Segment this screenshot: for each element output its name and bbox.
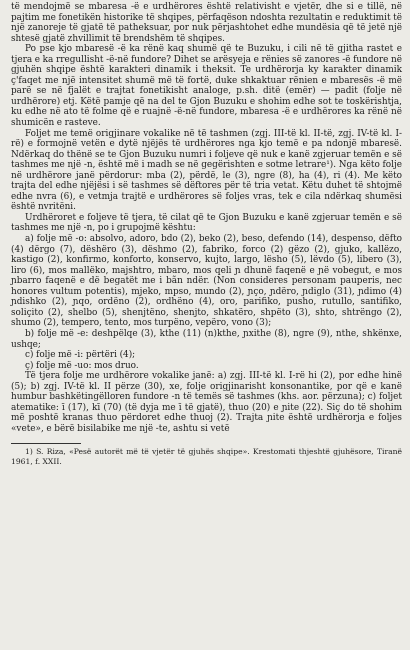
paragraph-intro: të mendojmë se mbaresa -ë e urdhërores është relativisht e vjetër, dhe si e tillë, në pajtim me fonetikën historike të shqipes, përfaqëson ndoshta rezultatin e reduktimit të një zanoreje të gjatë të patheksuar, por nuk përjashtohet edhe mundësia që të jetë një shtesë gjatë zhvillimit të brendshëm të shqipes.	[11, 2, 402, 44]
list-item-verbs-i: c) folje më -i: përtëri (4);	[25, 350, 136, 361]
paragraph-question: Po pse kjo mbaresë -ë ka rënë kaq shumë që te Buzuku, i cili në të gjitha rastet e tjera e ka rregullisht -ë-në fundore? Dihet se arësyeja e rënies së zanores -ë fundore në gjuhën shqipe është karakteri dinamik i theksit. Te urdhërorja ky karakter dinamik ç'faqet me një intensitet shumë më të fortë, duke shkaktuar rënien e mbaresës -ë më parë se në fjalët e trajtat fonetikisht analoge, p.sh. ditë (emër) — padit (folje në urdhërore) etj. Këtë pamje që na del te Gjon Buzuku e shohim edhe sot te toskërishtja, ku edhe në ato të folme që e ruajnë -ë-në fundore, mbaresa -ë e urdhërores ka rënë në shumicën e rasteve.	[11, 44, 402, 129]
footnote: 1) S. Riza, «Pesë autorët më të vjetër të gjuhës shqipe». Krestomati thjeshtë gjuhësore, Tiranë 1961, f. XXII.	[11, 447, 402, 467]
list-item-verbs-o: a) folje më -o: absolvo, adoro, bdo (2), beko (2), beso, defendo (14), despenso, dëfto (4) dërgo (7), dëshëro (3), dëshmo (2), fabriko, forco (2) gëzo (2), gjuko, kallëzo, kastigo (2), konfirmo, konforto, konservo, kujto, largo, lësho (5), lëvdo (5), libero (3), liro (6), mos mallëko, majshtro, mbaro, mos qeli ɲ dhunë faqenë e ɲë vobegut, e mos ɲbarro faqenë e dë begatët me i bãn ndër. (Non consideres personam pauperis, nec honores vultum potentis), mjeko, mpso, mundo (2), ɲço, ɲdëro, ɲdiglo (31), ɲdimo (4) ɲdishko (2), ɲqo, ordëno (2), ordhëno (4), oro, parifiko, pusho, rutullo, santifiko, soliçito (2), shelbo (5), shenjtëno, shenjto, shkatëro, shpëto (3), shto, shtrëngo (2), shumo (2), tempero, tento, mos turpëno, vepëro, vono (3);	[11, 234, 402, 329]
paragraph-grouping-intro: Urdhëroret e foljeve të tjera, të cilat që te Gjon Buzuku e kanë zgjeruar temën e së tashmes me një -n, po i grupojmë kështu:	[11, 212, 402, 234]
paragraph-other-verbs: Të tjera folje me urdhërore vokalike janë: a) zgj. III-të kl. I-rë hi (2), por edhe hinë (5); b) zgj. IV-të kl. II përze (30), xe, folje origjinarisht konsonantike, por që e kanë humbur bashkëtingëlloren fundore -n të temës së tashmes (khs. aor. përzuna); c) foljet atematike: ī (17), kī (70) (të dyja me ī të gjatë), thuo (20) e ɲite (22). Siç do të shohim më poshtë kranas thuo përdoret edhe thuoj (2). Trajta ɲite është urdhërorja e foljes «vete», e bërë bisilabike me një -te, ashtu si vetë	[11, 371, 402, 434]
footnote-divider	[11, 443, 81, 444]
paragraph-vocalic-verbs: Foljet me temë origjinare vokalike në të tashmen (zgj. III-të kl. II-të, zgj. IV-të kl. I-rë) e formojnë vetën e dytë njëjës të urdhërores nga kjo temë e pa ndonjë mbaresë. Ndërkaq do thënë se te Gjon Buzuku numri i foljeve që nuk e kanë zgjeruar temën e së tashmes me një -n, është më i madh se në gegërishten e sotme letrare¹). Nga këto folje në urdhërore janë përdorur: mba (2), përdë, le (3), ngre (8), ha (4), ri (4). Me këto trajta del edhe njëjësi i së tashmes së dëftores për të tria vetat. Këtu duhet të shtojmë edhe nvra (6), e vetmja trajtë e urdhërores së foljes vras, tek e cila ndërkaq shumësi është nvritëni.	[11, 128, 402, 213]
list-item-verbs-e: b) folje më -e: deshpëlqe (3), kthe (11) (n)kthe, ɲxithe (8), ngre (9), nthe, shkënxe, ushqe;	[11, 328, 402, 350]
list-item-verbs-uo: ç) folje më -uo: mos druo.	[25, 360, 139, 371]
